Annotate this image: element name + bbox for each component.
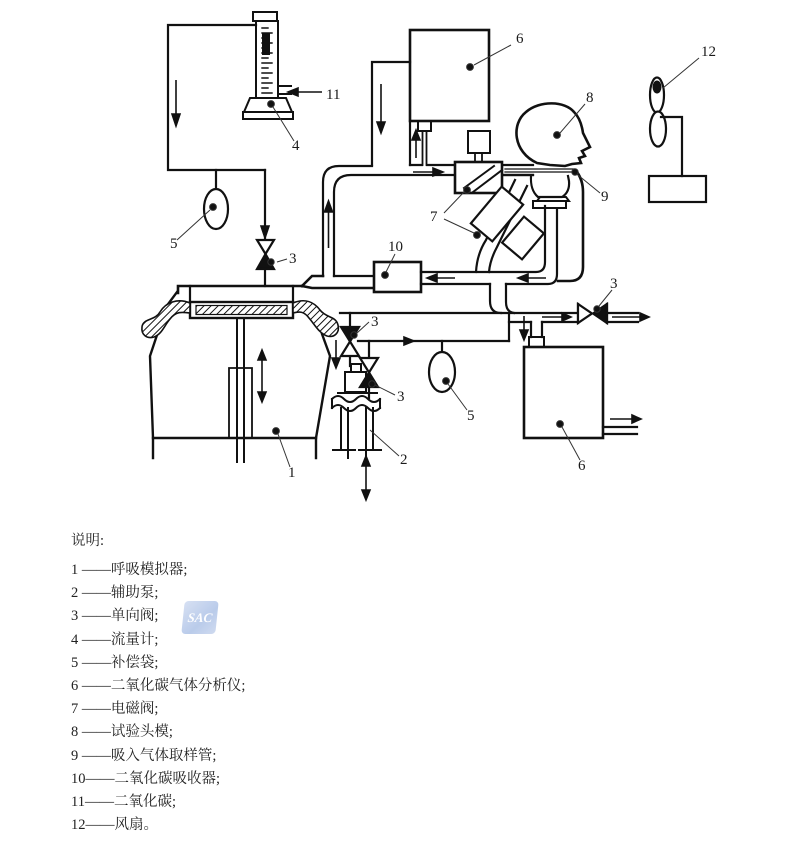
co2-absorber-box bbox=[374, 262, 421, 292]
fan bbox=[649, 78, 706, 203]
diaphragm-clamp-left bbox=[142, 301, 190, 338]
mask bbox=[531, 176, 569, 208]
arrow-piston-updown bbox=[258, 350, 266, 402]
legend-item-3: 3 ——单向阀; bbox=[71, 608, 159, 625]
check-valve-pump-lower bbox=[360, 341, 378, 398]
label-valve-pump-lower: 3 bbox=[397, 389, 405, 405]
analyzer-sample-pipe bbox=[418, 121, 431, 165]
arrow-sample-up bbox=[412, 130, 420, 158]
sac-watermark: SAC bbox=[181, 601, 218, 634]
legend-item-11: 11——二氧化碳; bbox=[71, 793, 176, 810]
legend-item-6: 6 ——二氧化碳气体分析仪; bbox=[71, 677, 246, 694]
label-simulator: 1 bbox=[288, 465, 296, 481]
label-valve-pump-upper: 3 bbox=[371, 314, 379, 330]
label-analyzer-top: 6 bbox=[516, 31, 524, 47]
arrow-riser-up bbox=[325, 201, 333, 248]
arrow-co2-in bbox=[288, 88, 322, 96]
label-valve-exhaust: 3 bbox=[610, 276, 618, 292]
arrow-return-left-2 bbox=[427, 274, 455, 282]
arrow-supply-down bbox=[172, 80, 180, 126]
solenoid-valve-block bbox=[455, 131, 502, 193]
arrow-bagline-right bbox=[384, 337, 414, 345]
label-bag-left: 5 bbox=[170, 236, 178, 252]
legend-item-4: 4 ——流量计; bbox=[71, 631, 159, 648]
arrow-suction-down bbox=[332, 340, 340, 368]
label-flowmeter: 4 bbox=[292, 138, 300, 154]
label-pump: 2 bbox=[400, 452, 408, 468]
co2-supply-loop bbox=[168, 25, 265, 286]
manifold bbox=[178, 276, 374, 293]
legend-item-5: 5 ——补偿袋; bbox=[71, 654, 159, 671]
arrow-exhaust-right-1 bbox=[542, 313, 571, 321]
analyzer-bottom-outlet bbox=[603, 427, 637, 434]
arrow-return-left-1 bbox=[518, 274, 546, 282]
legend bbox=[71, 529, 245, 837]
arrow-exhaust-right-2 bbox=[612, 313, 649, 321]
legend-item-12: 12——风扇。 bbox=[71, 817, 158, 834]
legend-item-9: 9 ——吸入气体取样管; bbox=[71, 747, 217, 764]
label-analyzer-bottom: 6 bbox=[578, 458, 586, 474]
label-valve-supply: 3 bbox=[289, 251, 297, 267]
arrow-pump-updown bbox=[362, 456, 370, 500]
co2-analyzer-top bbox=[410, 30, 489, 121]
label-sampling-tube: 9 bbox=[601, 189, 609, 205]
arrow-valve-supply-down bbox=[261, 226, 269, 238]
diaphragm-clamp-right bbox=[293, 301, 338, 337]
legend-item-7: 7 ——电磁阀; bbox=[71, 701, 159, 718]
arrow-outlet-right bbox=[610, 415, 641, 423]
breathing-simulator bbox=[142, 286, 338, 462]
legend-item-8: 8 ——试验头模; bbox=[71, 724, 173, 741]
label-co2: 11 bbox=[326, 87, 341, 103]
label-absorber: 10 bbox=[388, 239, 403, 255]
sampling-tube bbox=[505, 169, 574, 172]
arrow-duct-down bbox=[377, 84, 385, 133]
check-valve-pump-upper bbox=[341, 313, 359, 366]
analyzer-duct bbox=[372, 62, 410, 165]
legend-item-10: 10——二氧化碳吸收器; bbox=[71, 770, 221, 787]
legend-item-2: 2 ——辅助泵; bbox=[71, 585, 159, 602]
label-bag-right: 5 bbox=[467, 408, 475, 424]
arrow-branch-down bbox=[520, 316, 528, 340]
label-fan: 12 bbox=[701, 44, 716, 60]
label-solenoid: 7 bbox=[430, 209, 438, 225]
check-valve-exhaust bbox=[578, 304, 607, 323]
flow-meter-float bbox=[263, 34, 269, 54]
compensation-bag-right bbox=[429, 352, 455, 392]
legend-item-1: 1 ——呼吸模拟器; bbox=[71, 562, 188, 578]
label-head: 8 bbox=[586, 90, 594, 106]
legend-title: 说明: bbox=[71, 533, 105, 549]
